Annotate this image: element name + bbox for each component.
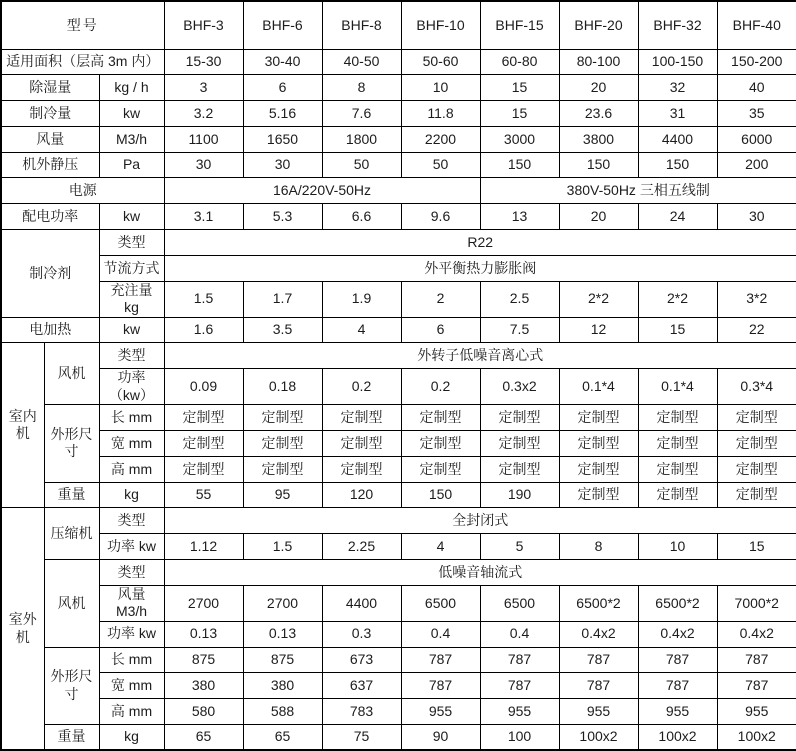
spec-value: 380: [164, 673, 243, 699]
spec-value: 150: [480, 152, 559, 178]
spec-value: 1.5: [243, 534, 322, 560]
spec-value: 875: [243, 647, 322, 673]
spec-value: 1800: [322, 126, 401, 152]
spec-value: 1100: [164, 126, 243, 152]
model-col-header: BHF-20: [559, 1, 638, 49]
spec-value: 10: [638, 534, 717, 560]
spec-value: 7.5: [480, 317, 559, 343]
spec-value: 6500*2: [559, 585, 638, 621]
spec-value: 定制型: [401, 456, 480, 482]
row-label: 风机: [44, 560, 99, 648]
row-label: 类型: [99, 560, 164, 586]
spec-value: 定制型: [717, 405, 796, 431]
spec-value: 15: [480, 101, 559, 127]
row-label: M3/h: [99, 126, 164, 152]
spec-value: 0.2: [401, 369, 480, 405]
spec-value: 6500: [480, 585, 559, 621]
table-row: [1, 699, 796, 725]
spec-value: 5.16: [243, 101, 322, 127]
spec-value: 12: [559, 317, 638, 343]
table-row: [1, 126, 796, 152]
row-label: 适用面积（层高 3m 内）: [1, 49, 164, 75]
spec-value: 3.1: [164, 204, 243, 230]
spec-value: 定制型: [164, 431, 243, 457]
spec-value: R22: [164, 230, 796, 256]
table-row: [1, 281, 796, 317]
spec-value: 0.4: [401, 621, 480, 647]
spec-value: 875: [164, 647, 243, 673]
table-row: [1, 204, 796, 230]
model-col-header: BHF-15: [480, 1, 559, 49]
row-label: 配电功率: [1, 204, 99, 230]
spec-value: 3800: [559, 126, 638, 152]
row-label: 电源: [1, 178, 164, 204]
spec-value: 0.3: [322, 621, 401, 647]
table-row: [1, 255, 796, 281]
spec-value: 6500*2: [638, 585, 717, 621]
spec-value: 5: [480, 534, 559, 560]
table-row: [1, 405, 796, 431]
table-row: [1, 725, 796, 751]
spec-value: 30: [164, 152, 243, 178]
spec-value: 100x2: [638, 725, 717, 751]
spec-value: 定制型: [401, 405, 480, 431]
spec-value: 3*2: [717, 281, 796, 317]
table-row: [1, 75, 796, 101]
spec-value: 30: [243, 152, 322, 178]
model-col-header: BHF-40: [717, 1, 796, 49]
spec-value: 定制型: [559, 482, 638, 508]
spec-value: 2.5: [480, 281, 559, 317]
spec-value: 90: [401, 725, 480, 751]
table-row: [1, 369, 796, 405]
spec-value: 787: [638, 647, 717, 673]
spec-value: 150: [401, 482, 480, 508]
spec-value: 2: [401, 281, 480, 317]
row-label: kg: [99, 482, 164, 508]
spec-value: 40: [717, 75, 796, 101]
spec-value: 16A/220V-50Hz: [164, 178, 480, 204]
spec-value: 0.4x2: [717, 621, 796, 647]
table-title: 型号: [1, 1, 164, 49]
spec-value: 787: [480, 673, 559, 699]
spec-value: 0.18: [243, 369, 322, 405]
row-label: 室内机: [1, 343, 44, 508]
spec-value: 20: [559, 75, 638, 101]
spec-value: 7.6: [322, 101, 401, 127]
spec-value: 6500: [401, 585, 480, 621]
spec-value: 3: [164, 75, 243, 101]
spec-value: 200: [717, 152, 796, 178]
table-row: [1, 178, 796, 204]
table-row: [1, 431, 796, 457]
spec-value: 3.2: [164, 101, 243, 127]
spec-value: 150: [638, 152, 717, 178]
spec-value: 637: [322, 673, 401, 699]
model-col-header: BHF-6: [243, 1, 322, 49]
spec-value: 1.5: [164, 281, 243, 317]
model-col-header: BHF-32: [638, 1, 717, 49]
spec-value: 787: [401, 647, 480, 673]
spec-value: 0.4x2: [559, 621, 638, 647]
table-body: [1, 49, 796, 750]
spec-value: 15: [480, 75, 559, 101]
spec-value: 0.13: [164, 621, 243, 647]
spec-value: 定制型: [322, 456, 401, 482]
table-row: [1, 534, 796, 560]
spec-value: 380V-50Hz 三相五线制: [480, 178, 796, 204]
row-label: 节流方式: [99, 255, 164, 281]
row-label: 风量 M3/h: [99, 585, 164, 621]
spec-value: 定制型: [243, 405, 322, 431]
spec-value: 4400: [638, 126, 717, 152]
spec-value: 580: [164, 699, 243, 725]
spec-value: 787: [717, 647, 796, 673]
spec-value: 定制型: [164, 456, 243, 482]
row-label: 重量: [44, 725, 99, 751]
model-col-header: BHF-8: [322, 1, 401, 49]
spec-value: 95: [243, 482, 322, 508]
row-label: 制冷量: [1, 101, 99, 127]
row-label: kw: [99, 204, 164, 230]
spec-value: 3000: [480, 126, 559, 152]
spec-value: 50: [322, 152, 401, 178]
row-label: 风量: [1, 126, 99, 152]
spec-value: 588: [243, 699, 322, 725]
spec-value: 1.6: [164, 317, 243, 343]
table-row: [1, 621, 796, 647]
spec-value: 全封闭式: [164, 508, 796, 534]
table-row: [1, 482, 796, 508]
spec-value: 低噪音轴流式: [164, 560, 796, 586]
spec-value: 20: [559, 204, 638, 230]
spec-value: 955: [559, 699, 638, 725]
spec-value: 定制型: [559, 431, 638, 457]
spec-value: 955: [717, 699, 796, 725]
spec-value: 380: [243, 673, 322, 699]
model-col-header: BHF-3: [164, 1, 243, 49]
spec-value: 120: [322, 482, 401, 508]
spec-value: 55: [164, 482, 243, 508]
row-label: kw: [99, 101, 164, 127]
spec-value: 定制型: [480, 405, 559, 431]
spec-value: 0.09: [164, 369, 243, 405]
spec-value: 0.1*4: [638, 369, 717, 405]
table-row: [1, 49, 796, 75]
spec-value: 15-30: [164, 49, 243, 75]
spec-value: 2*2: [638, 281, 717, 317]
spec-value: 7000*2: [717, 585, 796, 621]
spec-value: 4: [322, 317, 401, 343]
row-label: 风机: [44, 343, 99, 405]
table-header: [1, 1, 796, 49]
spec-value: 0.4x2: [638, 621, 717, 647]
spec-value: 定制型: [559, 456, 638, 482]
table-row: [1, 317, 796, 343]
spec-value: 定制型: [717, 431, 796, 457]
spec-value: 5.3: [243, 204, 322, 230]
row-label: 机外静压: [1, 152, 99, 178]
spec-value: 100x2: [559, 725, 638, 751]
spec-value: 15: [638, 317, 717, 343]
spec-value: 787: [717, 673, 796, 699]
row-label: 功率 kw: [99, 534, 164, 560]
spec-value: 定制型: [638, 456, 717, 482]
row-label: 功率 kw: [99, 621, 164, 647]
spec-value: 定制型: [322, 431, 401, 457]
spec-value: 787: [638, 673, 717, 699]
spec-value: 787: [559, 647, 638, 673]
row-label: 电加热: [1, 317, 99, 343]
row-label: 类型: [99, 343, 164, 369]
spec-value: 30: [717, 204, 796, 230]
spec-value: 50-60: [401, 49, 480, 75]
spec-value: 31: [638, 101, 717, 127]
table-row: [1, 230, 796, 256]
spec-value: 100: [480, 725, 559, 751]
spec-value: 定制型: [717, 482, 796, 508]
spec-value: 40-50: [322, 49, 401, 75]
spec-value: 50: [401, 152, 480, 178]
spec-value: 955: [638, 699, 717, 725]
spec-value: 定制型: [638, 431, 717, 457]
spec-value: 11.8: [401, 101, 480, 127]
row-label: 长 mm: [99, 647, 164, 673]
spec-value: 75: [322, 725, 401, 751]
spec-value: 35: [717, 101, 796, 127]
row-label: 类型: [99, 230, 164, 256]
spec-value: 0.3*4: [717, 369, 796, 405]
spec-value: 80-100: [559, 49, 638, 75]
row-label: 室外机: [1, 508, 44, 750]
row-label: 压缩机: [44, 508, 99, 560]
spec-value: 定制型: [480, 431, 559, 457]
spec-value: 4400: [322, 585, 401, 621]
spec-value: 190: [480, 482, 559, 508]
spec-value: 0.4: [480, 621, 559, 647]
spec-value: 0.1*4: [559, 369, 638, 405]
spec-value: 0.13: [243, 621, 322, 647]
spec-value: 787: [480, 647, 559, 673]
spec-value: 定制型: [401, 431, 480, 457]
row-label: 外形尺寸: [44, 647, 99, 724]
table-row: [1, 508, 796, 534]
spec-value: 10: [401, 75, 480, 101]
spec-value: 定制型: [322, 405, 401, 431]
spec-value: 955: [480, 699, 559, 725]
row-label: 高 mm: [99, 699, 164, 725]
row-label: 制冷剂: [1, 230, 99, 318]
spec-value: 150-200: [717, 49, 796, 75]
spec-value: 定制型: [717, 456, 796, 482]
spec-value: 定制型: [638, 405, 717, 431]
spec-value: 787: [559, 673, 638, 699]
spec-value: 22: [717, 317, 796, 343]
spec-value: 100x2: [717, 725, 796, 751]
spec-value: 23.6: [559, 101, 638, 127]
table-row: [1, 101, 796, 127]
spec-value: 955: [401, 699, 480, 725]
spec-value: 1650: [243, 126, 322, 152]
spec-value: 673: [322, 647, 401, 673]
header-row: [1, 1, 796, 49]
spec-value: 15: [717, 534, 796, 560]
spec-value: 6: [243, 75, 322, 101]
row-label: Pa: [99, 152, 164, 178]
spec-value: 6.6: [322, 204, 401, 230]
spec-value: 6000: [717, 126, 796, 152]
spec-value: 8: [322, 75, 401, 101]
spec-value: 定制型: [480, 456, 559, 482]
row-label: 宽 mm: [99, 431, 164, 457]
spec-value: 150: [559, 152, 638, 178]
row-label: 充注量 kg: [99, 281, 164, 317]
spec-value: 1.12: [164, 534, 243, 560]
row-label: kg: [99, 725, 164, 751]
spec-value: 0.2: [322, 369, 401, 405]
spec-value: 1.7: [243, 281, 322, 317]
table-row: [1, 456, 796, 482]
spec-value: 6: [401, 317, 480, 343]
model-col-header: BHF-10: [401, 1, 480, 49]
spec-value: 9.6: [401, 204, 480, 230]
spec-value: 60-80: [480, 49, 559, 75]
spec-value: 24: [638, 204, 717, 230]
spec-value: 2200: [401, 126, 480, 152]
table-row: [1, 560, 796, 586]
row-label: 类型: [99, 508, 164, 534]
spec-value: 13: [480, 204, 559, 230]
spec-value: 787: [401, 673, 480, 699]
spec-value: 外转子低噪音离心式: [164, 343, 796, 369]
spec-value: 定制型: [559, 405, 638, 431]
spec-value: 定制型: [243, 431, 322, 457]
row-label: 功率（kw）: [99, 369, 164, 405]
spec-value: 0.3x2: [480, 369, 559, 405]
row-label: 除湿量: [1, 75, 99, 101]
spec-value: 4: [401, 534, 480, 560]
spec-value: 65: [243, 725, 322, 751]
table-row: [1, 343, 796, 369]
spec-value: 32: [638, 75, 717, 101]
row-label: 外形尺寸: [44, 405, 99, 482]
table-row: [1, 673, 796, 699]
spec-value: 30-40: [243, 49, 322, 75]
spec-value: 100-150: [638, 49, 717, 75]
spec-value: 2700: [164, 585, 243, 621]
spec-value: 外平衡热力膨胀阀: [164, 255, 796, 281]
table-row: [1, 152, 796, 178]
spec-value: 8: [559, 534, 638, 560]
row-label: kw: [99, 317, 164, 343]
spec-value: 定制型: [243, 456, 322, 482]
spec-value: 783: [322, 699, 401, 725]
row-label: 重量: [44, 482, 99, 508]
row-label: kg / h: [99, 75, 164, 101]
table-row: [1, 585, 796, 621]
spec-value: 定制型: [638, 482, 717, 508]
row-label: 高 mm: [99, 456, 164, 482]
row-label: 长 mm: [99, 405, 164, 431]
spec-value: 3.5: [243, 317, 322, 343]
spec-value: 65: [164, 725, 243, 751]
spec-value: 2*2: [559, 281, 638, 317]
table-row: [1, 647, 796, 673]
row-label: 宽 mm: [99, 673, 164, 699]
spec-value: 定制型: [164, 405, 243, 431]
spec-value: 1.9: [322, 281, 401, 317]
spec-value: 2700: [243, 585, 322, 621]
spec-value: 2.25: [322, 534, 401, 560]
